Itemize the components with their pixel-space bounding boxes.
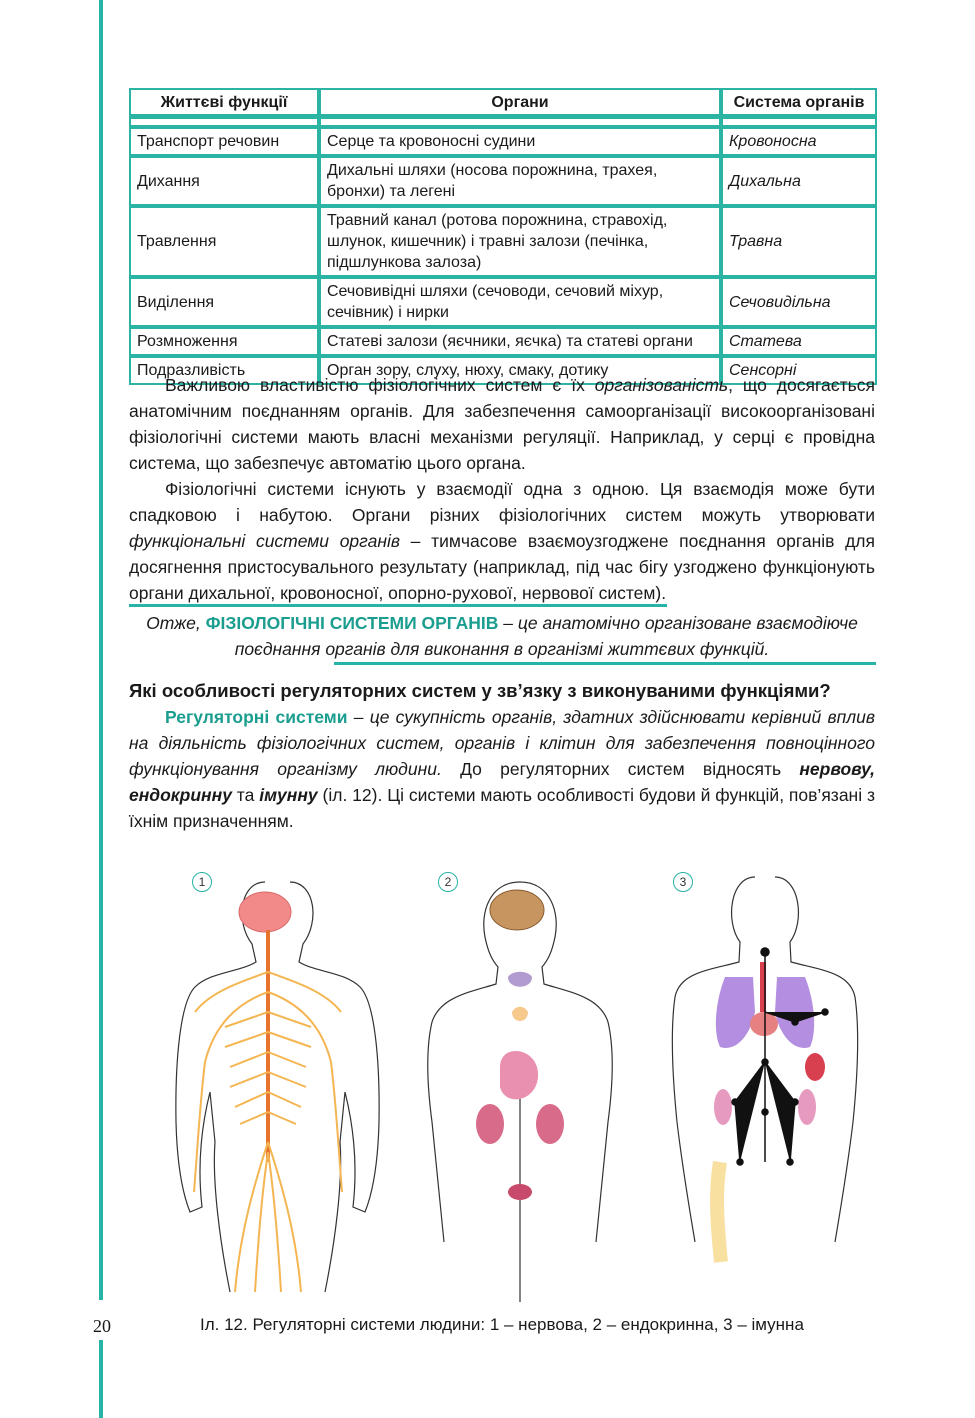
figure-number: 3: [673, 872, 693, 892]
summary-term: ФІЗІОЛОГІЧНІ СИСТЕМИ ОРГАНІВ: [205, 613, 499, 633]
table-cell-organs: Травний канал (ротова порожнина, стравохід, шлунок, кишечник) і травні залози (печінка, підшлункова залоза): [319, 206, 721, 277]
regulatory-term: Регуляторні системи: [165, 707, 348, 727]
table-header: Система органів: [721, 88, 877, 117]
table-cell-function: Виділення: [129, 277, 319, 327]
table-header-row: [129, 88, 877, 117]
table-cell-function: Травлення: [129, 206, 319, 277]
summary-divider-bottom: [334, 662, 876, 665]
table-header: Життєві функції: [129, 88, 319, 117]
table-cell-system: Статева: [721, 327, 877, 356]
table-header: Органи: [319, 88, 721, 117]
table-cell-system: Сенсорні: [721, 356, 877, 385]
paragraph-interaction: Фізіологічні системи існують у взаємодії одна з одною. Ця взаємодія може бути спадковою і набутою. Органи різних фізіологічних систем можуть утворювати функціональні системи органів – тимчасове взаємоузгоджене поєднання органів для досягнення пристосувального результату (наприклад, під час бігу узгоджено функціонують органи дихальної, кровоносної, опорно-рухової, нервової систем).: [129, 479, 875, 603]
page-number: 20: [93, 1316, 111, 1336]
margin-line: [99, 0, 103, 1300]
table-cell-function: Розмноження: [129, 327, 319, 356]
endocrine-system-illustration: [420, 862, 620, 1302]
paragraph-organization: Важливою властивістю фізіологічних систем є їх організованість, що досягається анатомічним поєднанням органів. Для забезпечення самоорганізації високоорганізовані фізіологічні системи мають власні механізми регуляції. Наприклад, у серці є провідна система, що забезпечує автоматію цього органа.: [129, 375, 875, 473]
functions-table: [129, 88, 877, 385]
table-cell-function: Дихання: [129, 156, 319, 206]
table-cell-function: Подразливість: [129, 356, 319, 385]
nervous-system-illustration: [170, 862, 400, 1302]
table-cell-organs: Дихальні шляхи (носова порожнина, трахея, бронхи) та легені: [319, 156, 721, 206]
figure-number: 1: [192, 872, 212, 892]
table-row: [129, 127, 877, 156]
paragraph-regulatory: Регуляторні системи – це сукупність органів, здатних здійснювати керівний вплив на діяльність фізіологічних систем, органів і клітин для забезпечення повноцінного функціонування організму людини. До регуляторних систем відносять нервову, ендокринну та імунну (іл. 12). Ці системи мають особливості будови й функцій, пов’язані з їхнім призначенням.: [129, 707, 876, 831]
summary-definition: Отже, ФІЗІОЛОГІЧНІ СИСТЕМИ ОРГАНІВ – це анатомічно організоване взаємодіюче поєднання органів для виконання в організмі життєвих функцій.: [146, 613, 858, 659]
immune-system-illustration: [665, 862, 865, 1302]
table-row: [129, 206, 877, 277]
table-cell-system: Сечовидільна: [721, 277, 877, 327]
table-row: [129, 277, 877, 327]
table-cell-organs: Статеві залози (яєчники, яєчка) та статеві органи: [319, 327, 721, 356]
table-cell-system: Кровоносна: [721, 127, 877, 156]
table-row: [129, 327, 877, 356]
functions-table-container: [129, 88, 877, 385]
table-cell-organs: Орган зору, слуху, нюху, смаку, дотику: [319, 356, 721, 385]
nervous-system-figure: [170, 862, 400, 1302]
summary-divider-top: [129, 604, 667, 607]
table-row: [129, 156, 877, 206]
table-cell-function: Транспорт речовин: [129, 127, 319, 156]
table-cell-system: Дихальна: [721, 156, 877, 206]
table-cell-organs: Серце та кровоносні судини: [319, 127, 721, 156]
figure-number: 2: [438, 872, 458, 892]
section-question: Які особливості регуляторних систем у зв’язку з виконуваними функціями?: [129, 680, 831, 701]
figure-caption: Іл. 12. Регуляторні системи людини: 1 – нервова, 2 – ендокринна, 3 – імунна: [200, 1315, 804, 1334]
table-cell-system: Травна: [721, 206, 877, 277]
endocrine-system-figure: [420, 862, 620, 1302]
margin-line: [99, 1340, 103, 1418]
table-cell-organs: Сечовивідні шляхи (сечоводи, сечовий міхур, сечівник) і нирки: [319, 277, 721, 327]
immune-system-figure: [665, 862, 865, 1302]
